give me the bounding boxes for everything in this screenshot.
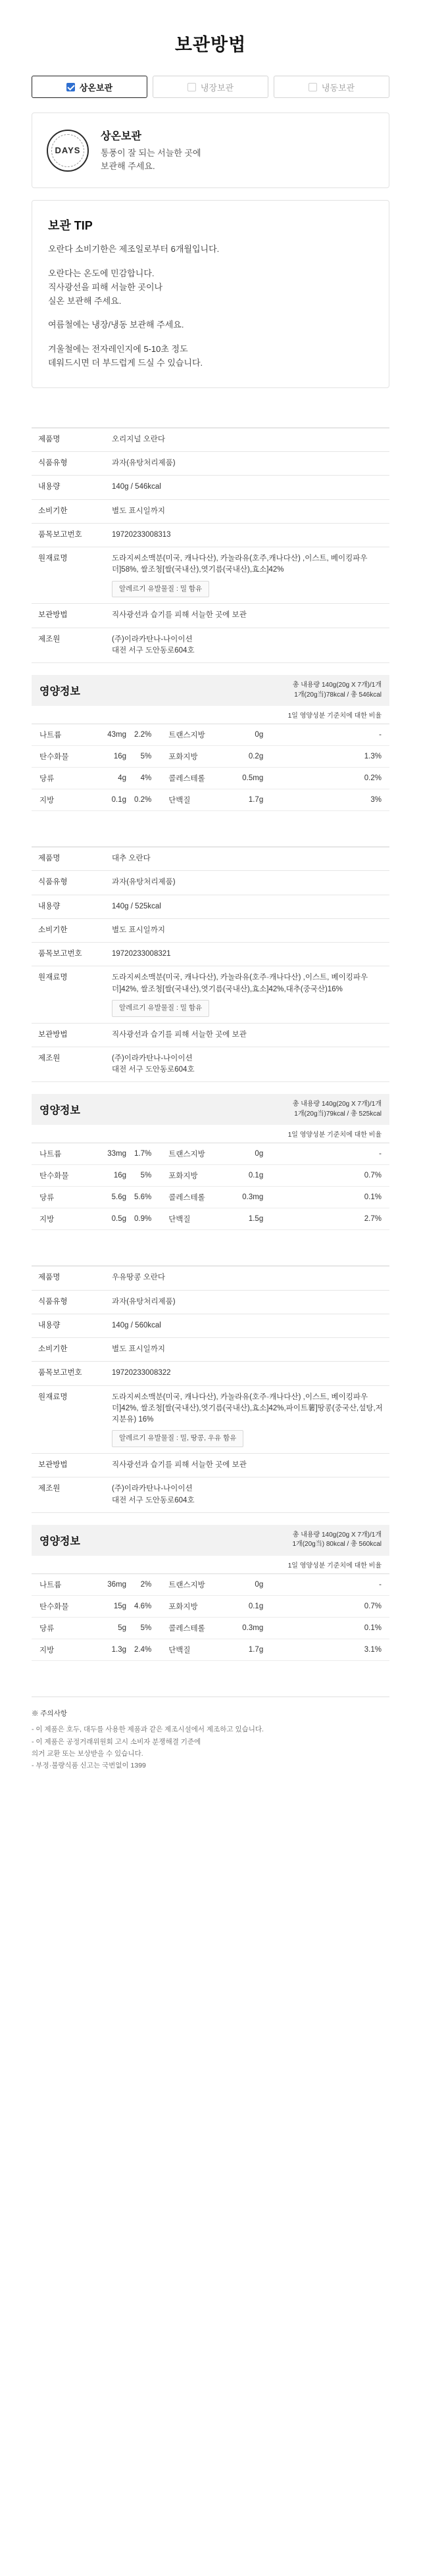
spec-label-name: 제품명: [32, 1266, 105, 1290]
tip-paragraph-4: [48, 343, 373, 370]
maker-line1: (주)이라카탄나-나이이션: [112, 1054, 193, 1062]
table-row: [32, 476, 389, 499]
caution-heading: ※ 주의사항: [32, 1709, 67, 1718]
product-block-1: [32, 428, 389, 811]
table-row: [32, 1338, 389, 1362]
spec-value-maker: [105, 1047, 389, 1082]
serving-line2: 1개(20g当) 80kcal / 총 560kcal: [292, 1541, 382, 1548]
nutrient-label: 콜레스테롤: [164, 768, 229, 789]
serving-line2: 1개(20g当)78kcal / 총 546kcal: [294, 691, 382, 699]
table-row: [32, 768, 389, 789]
table-row: [32, 1266, 389, 1290]
nutrient-label: 나트륨: [32, 1574, 92, 1596]
tip-p4-line2: 데워드시면 더 부드럽게 드실 수 있습니다.: [48, 358, 203, 368]
ingredients-text: 도라지씨소맥분(미국, 캐나다산), 카놀라유(호주·캐나다산) ,이스트, 베이킹파우더]42%, 쌀조청[쌀(국내산),엿기름(국내산),효소]42%,대추(중국산)16%: [112, 974, 368, 993]
maker-line2: 대전 서구 도안동로604호: [112, 1496, 195, 1504]
table-row: [32, 1290, 389, 1314]
nutrient-value: 0.3mg: [229, 1187, 267, 1208]
nutrient-value: 0g: [229, 1143, 267, 1165]
daily-value-note: 1일 영양성분 기준치에 대한 비율: [32, 1556, 389, 1574]
ingredients-text: 도라지씨소맥분(미국, 캐나다산), 카놀라유(호주,캐나다산) ,이스트, 베이킹파우더]58%, 쌀조청[쌀(국내산),엿기름(국내산),효소]42%: [112, 555, 368, 574]
nutrient-percent: 0.7%: [267, 1595, 389, 1617]
nutrient-label: 나트륨: [32, 724, 92, 746]
product-block-2: [32, 847, 389, 1230]
table-row: [32, 943, 389, 966]
nutrient-value: 16g: [92, 1165, 130, 1187]
nutrient-percent: 5%: [130, 1165, 164, 1187]
nutrition-title: 영양정보: [39, 1105, 80, 1117]
nutrient-label: 포화지방: [164, 746, 229, 768]
spec-value-expiry: 별도 표시일까지: [105, 918, 389, 942]
table-row: [32, 1143, 389, 1165]
product-spec-table: [32, 428, 389, 663]
nutrition-table: [32, 724, 389, 811]
nutrient-percent: 0.2%: [130, 789, 164, 811]
storage-card-desc-line2: 보관해 주세요.: [101, 161, 155, 172]
nutrient-label: 탄수화물: [32, 1595, 92, 1617]
maker-line1: (주)이라카탄나-나이이션: [112, 635, 193, 643]
table-row: [32, 547, 389, 604]
spec-label-maker: 제조원: [32, 1047, 105, 1082]
nutrient-label: 나트륨: [32, 1143, 92, 1165]
nutrient-percent: 3.1%: [267, 1639, 389, 1660]
nutrient-value: 4g: [92, 768, 130, 789]
tab-label: 상온보관: [79, 82, 113, 93]
spec-value-storage: 직사광선과 습기를 피해 서늘한 곳에 보관: [105, 1454, 389, 1477]
nutrient-percent: 2.4%: [130, 1639, 164, 1660]
spec-value-ingredients: [105, 547, 389, 604]
caution-item: - 부정·불량식품 신고는 국번없이 1399: [32, 1762, 146, 1770]
spec-value-name: 우유땅콩 오란다: [105, 1266, 389, 1290]
tip-p4-line1: 겨울철에는 전자레인지에 5-10초 정도: [48, 344, 188, 355]
nutrient-value: 0.2g: [229, 746, 267, 768]
table-row: [32, 604, 389, 628]
tip-p2-line3: 실온 보관해 주세요.: [48, 295, 122, 306]
table-row: [32, 847, 389, 871]
table-row: [32, 895, 389, 918]
table-row: [32, 918, 389, 942]
spec-value-food-type: 과자(유탕처리제품): [105, 1290, 389, 1314]
tab-refrigerated[interactable]: [153, 76, 268, 98]
nutrient-label: 탄수화물: [32, 746, 92, 768]
tip-paragraph-2: [48, 267, 373, 308]
nutrient-label: 포화지방: [164, 1595, 229, 1617]
maker-line1: (주)이라카탄나-나이이션: [112, 1485, 193, 1493]
nutrient-percent: 1.7%: [130, 1143, 164, 1165]
nutrient-percent: 3%: [267, 789, 389, 811]
spec-label-name: 제품명: [32, 847, 105, 871]
table-row: [32, 1047, 389, 1082]
nutrient-value: 0.3mg: [229, 1617, 267, 1639]
spec-value-maker: [105, 628, 389, 663]
spec-value-volume: 140g / 560kcal: [105, 1314, 389, 1337]
storage-tip-box: [32, 200, 389, 388]
allergy-badge: 알레르기 유발물질 : 밀 함유: [112, 581, 209, 598]
tip-paragraph-1: 오란다 소비기한은 제조일로부터 6개월입니다.: [48, 244, 220, 255]
product-block-3: [32, 1266, 389, 1661]
spec-label-ingredients: 원재료명: [32, 1385, 105, 1454]
spec-value-report-no: 19720233008313: [105, 523, 389, 547]
table-row: [32, 1595, 389, 1617]
tab-label: 냉장보관: [200, 82, 234, 93]
tab-room-temperature[interactable]: [32, 76, 147, 98]
nutrient-value: 0.5mg: [229, 768, 267, 789]
nutrient-label: 콜레스테롤: [164, 1617, 229, 1639]
spec-value-volume: 140g / 546kcal: [105, 476, 389, 499]
nutrient-label: 당류: [32, 1187, 92, 1208]
nutrient-value: 0.1g: [229, 1165, 267, 1187]
nutrient-value: 0.5g: [92, 1208, 130, 1230]
table-row: [32, 1617, 389, 1639]
nutrient-value: 5g: [92, 1617, 130, 1639]
caution-item: - 이 제품은 호두, 대두를 사용한 제품과 같은 제조시설에서 제조하고 있습니다.: [32, 1725, 264, 1734]
serving-line1: 총 내용량 140g(20g X 7개)/1개: [292, 1531, 382, 1539]
days-badge-icon: [47, 130, 89, 172]
spec-value-name: 대추 오란다: [105, 847, 389, 871]
nutrient-percent: -: [267, 1143, 389, 1165]
table-row: [32, 1314, 389, 1337]
table-row: [32, 1477, 389, 1513]
nutrient-label: 트랜스지방: [164, 1574, 229, 1596]
nutrient-percent: -: [267, 1574, 389, 1596]
nutrient-value: 1.5g: [229, 1208, 267, 1230]
spec-value-maker: [105, 1477, 389, 1513]
spec-value-expiry: 별도 표시일까지: [105, 1338, 389, 1362]
spec-value-food-type: 과자(유탕처리제품): [105, 871, 389, 895]
nutrient-percent: 5.6%: [130, 1187, 164, 1208]
nutrient-value: 5.6g: [92, 1187, 130, 1208]
nutrient-percent: 5%: [130, 746, 164, 768]
table-row: [32, 871, 389, 895]
nutrient-percent: 2.7%: [267, 1208, 389, 1230]
spec-label-expiry: 소비기한: [32, 499, 105, 523]
spec-value-storage: 직사광선과 습기를 피해 서늘한 곳에 보관: [105, 604, 389, 628]
tab-frozen[interactable]: [274, 76, 389, 98]
spec-value-ingredients: [105, 1385, 389, 1454]
spec-label-maker: 제조원: [32, 628, 105, 663]
table-row: [32, 1454, 389, 1477]
table-row: [32, 746, 389, 768]
checkbox-icon: [187, 83, 196, 91]
product-spec-table: [32, 847, 389, 1082]
table-row: [32, 1187, 389, 1208]
nutrient-percent: 0.7%: [267, 1165, 389, 1187]
nutrient-value: 36mg: [92, 1574, 130, 1596]
spec-label-volume: 내용량: [32, 895, 105, 918]
allergy-badge: 알레르기 유발물질 : 밀 함유: [112, 1000, 209, 1017]
spec-value-expiry: 별도 표시일까지: [105, 499, 389, 523]
spec-label-ingredients: 원재료명: [32, 966, 105, 1023]
spec-label-storage: 보관방법: [32, 1454, 105, 1477]
spec-label-food-type: 식품유형: [32, 871, 105, 895]
storage-card: [32, 112, 389, 188]
spec-value-storage: 직사광선과 습기를 피해 서늘한 곳에 보관: [105, 1023, 389, 1047]
spec-label-volume: 내용량: [32, 476, 105, 499]
table-row: [32, 724, 389, 746]
tab-label: 냉동보관: [321, 82, 355, 93]
table-row: [32, 523, 389, 547]
nutrient-value: 0.1g: [92, 789, 130, 811]
spec-label-report-no: 품목보고번호: [32, 1362, 105, 1385]
serving-line1: 총 내용량 140g(20g X 7개)/1개: [292, 1101, 382, 1108]
spec-value-name: 오리지널 오란다: [105, 428, 389, 451]
table-row: [32, 1574, 389, 1596]
tip-p2-line2: 직사광선을 피해 서늘한 곳이나: [48, 282, 163, 292]
nutrient-percent: 0.1%: [267, 1187, 389, 1208]
table-row: [32, 1165, 389, 1187]
table-row: [32, 1362, 389, 1385]
nutrient-value: 1.7g: [229, 1639, 267, 1660]
storage-card-desc-line1: 통풍이 잘 되는 서늘한 곳에: [101, 148, 201, 158]
nutrient-percent: 5%: [130, 1617, 164, 1639]
nutrient-value: 33mg: [92, 1143, 130, 1165]
nutrition-table: [32, 1143, 389, 1230]
nutrition-table: [32, 1574, 389, 1661]
nutrition-title: 영양정보: [39, 686, 80, 698]
spec-label-expiry: 소비기한: [32, 1338, 105, 1362]
nutrient-percent: 0.9%: [130, 1208, 164, 1230]
nutrient-label: 단백질: [164, 1208, 229, 1230]
nutrient-percent: 2%: [130, 1574, 164, 1596]
nutrient-label: 단백질: [164, 789, 229, 811]
allergy-badge: 알레르기 유발물질 : 밀, 땅콩, 우유 함유: [112, 1430, 243, 1447]
nutrient-percent: 0.2%: [267, 768, 389, 789]
nutrient-value: 0g: [229, 1574, 267, 1596]
spec-label-food-type: 식품유형: [32, 452, 105, 476]
serving-line1: 총 내용량 140g(20g X 7개)/1개: [292, 681, 382, 689]
nutrient-label: 단백질: [164, 1639, 229, 1660]
nutrient-percent: 2.2%: [130, 724, 164, 746]
spec-value-report-no: 19720233008321: [105, 943, 389, 966]
nutrient-label: 트랜스지방: [164, 1143, 229, 1165]
table-row: [32, 1023, 389, 1047]
nutrient-value: 1.3g: [92, 1639, 130, 1660]
daily-value-note: 1일 영양성분 기준치에 대한 비율: [32, 1125, 389, 1143]
nutrition-title: 영양정보: [39, 1535, 80, 1547]
table-row: [32, 428, 389, 451]
table-row: [32, 628, 389, 663]
table-row: [32, 1639, 389, 1660]
spec-label-storage: 보관방법: [32, 604, 105, 628]
nutrient-value: 16g: [92, 746, 130, 768]
table-row: [32, 1385, 389, 1454]
table-row: [32, 1208, 389, 1230]
nutrient-label: 트랜스지방: [164, 724, 229, 746]
nutrient-label: 지방: [32, 1639, 92, 1660]
product-spec-table: [32, 1266, 389, 1513]
spec-label-report-no: 품목보고번호: [32, 943, 105, 966]
ingredients-text: 도라지씨소맥분(미국, 캐나다산), 카놀라유(호주·캐나다산) ,이스트, 베이킹파우더]42%, 쌀조청[쌀(국내산),엿기름(국내산),효소]42%,﻿파이트薯]땅콩(중국산,설탕,저지분유) 16%: [112, 1393, 383, 1424]
spec-value-report-no: 19720233008322: [105, 1362, 389, 1385]
spec-value-volume: 140g / 525kcal: [105, 895, 389, 918]
nutrition-header: [32, 1094, 389, 1125]
nutrient-label: 콜레스테롤: [164, 1187, 229, 1208]
nutrient-label: 지방: [32, 1208, 92, 1230]
nutrient-percent: 1.3%: [267, 746, 389, 768]
caution-notes: [32, 1697, 389, 1772]
nutrient-label: 탄수화물: [32, 1165, 92, 1187]
spec-label-maker: 제조원: [32, 1477, 105, 1513]
nutrient-percent: 4%: [130, 768, 164, 789]
spec-label-name: 제품명: [32, 428, 105, 451]
tip-p2-line1: 오란다는 온도에 민감합니다.: [48, 268, 155, 279]
spec-value-ingredients: [105, 966, 389, 1023]
page-title: 보관방법: [174, 35, 247, 55]
nutrient-value: 1.7g: [229, 789, 267, 811]
check-icon: [66, 83, 75, 91]
nutrient-value: 15g: [92, 1595, 130, 1617]
nutrient-value: 0.1g: [229, 1595, 267, 1617]
nutrient-percent: 0.1%: [267, 1617, 389, 1639]
spec-value-food-type: 과자(유탕처리제품): [105, 452, 389, 476]
spec-label-volume: 내용량: [32, 1314, 105, 1337]
storage-method-tabs: [32, 76, 389, 98]
nutrient-label: 당류: [32, 768, 92, 789]
table-row: [32, 452, 389, 476]
nutrition-header: [32, 675, 389, 706]
maker-line2: 대전 서구 도안동로604호: [112, 1066, 195, 1074]
checkbox-icon: [309, 83, 317, 91]
table-row: [32, 499, 389, 523]
spec-label-expiry: 소비기한: [32, 918, 105, 942]
days-badge-label: DAYS: [55, 145, 81, 156]
spec-label-food-type: 식품유형: [32, 1290, 105, 1314]
nutrition-header: [32, 1525, 389, 1556]
nutrient-value: 43mg: [92, 724, 130, 746]
table-row: [32, 966, 389, 1023]
spec-label-storage: 보관방법: [32, 1023, 105, 1047]
nutrient-label: 당류: [32, 1617, 92, 1639]
daily-value-note: 1일 영양성분 기준치에 대한 비율: [32, 706, 389, 724]
spec-label-ingredients: 원재료명: [32, 547, 105, 604]
nutrient-label: 지방: [32, 789, 92, 811]
serving-line2: 1개(20g当)79kcal / 총 525kcal: [294, 1110, 382, 1118]
tip-paragraph-3: 여름철에는 냉장/냉동 보관해 주세요.: [48, 320, 184, 330]
caution-item: - 이 제품은 공정거래위원회 고시 소비자 분쟁해결 기준에: [32, 1737, 201, 1746]
nutrient-label: 포화지방: [164, 1165, 229, 1187]
nutrient-percent: -: [267, 724, 389, 746]
spec-label-report-no: 품목보고번호: [32, 523, 105, 547]
nutrient-value: 0g: [229, 724, 267, 746]
tip-heading: 보관 TIP: [48, 219, 93, 233]
storage-card-heading: 상온보관: [101, 131, 141, 142]
nutrient-percent: 4.6%: [130, 1595, 164, 1617]
caution-item: 의거 교환 또는 보상받을 수 있습니다.: [32, 1749, 143, 1758]
maker-line2: 대전 서구 도안동로604호: [112, 646, 195, 655]
table-row: [32, 789, 389, 811]
